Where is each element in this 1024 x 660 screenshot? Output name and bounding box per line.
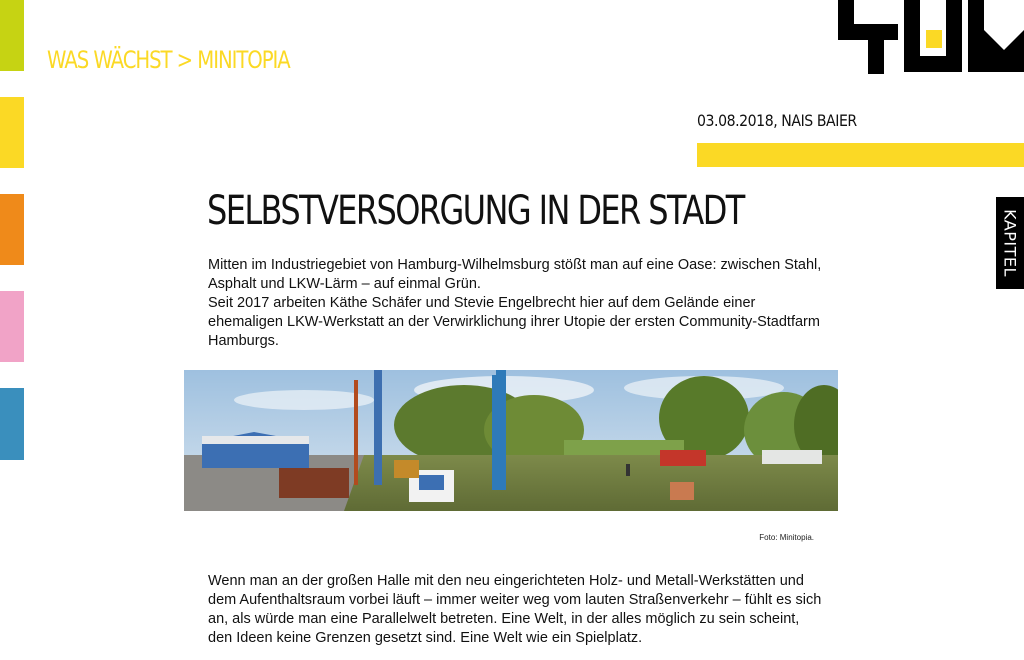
accent-bar bbox=[697, 143, 1024, 167]
photo-caption: Foto: Minitopia. bbox=[759, 533, 814, 542]
body-paragraph: Wenn man an der großen Halle mit den neu eingerichteten Holz- und Metall-Werkstätten und dem Aufenthaltsraum vorbei läuft – immer weiter weg vom lauten Straßenverkehr – fühlt es sich an, als würde man eine Parallelwelt betreten. Eine Welt, in der alles möglich zu sein scheint, den Ideen keine Grenzen gesetzt sind. Eine Welt wie ein Spielplatz. bbox=[208, 573, 822, 646]
side-bar-green[interactable] bbox=[0, 0, 24, 71]
intro-paragraph: Mitten im Industriegebiet von Hamburg-Wilhelmsburg stößt man auf eine Oase: zwischen Stahl, Asphalt und LKW-Lärm – auf einmal Grün. bbox=[208, 257, 822, 292]
intro-paragraph: Seit 2017 arbeiten Käthe Schäfer und Stevie Engelbrecht hier auf dem Gelände einer ehemaligen LKW-Werkstatt an der Verwirklichung ihrer Utopie der ersten Community-Stadtfarm Hamburgs. bbox=[208, 295, 820, 349]
side-bar-orange[interactable] bbox=[0, 194, 24, 265]
brand-logo-icon[interactable] bbox=[838, 0, 1024, 78]
side-bar-yellow[interactable] bbox=[0, 97, 24, 168]
article-body bbox=[208, 572, 823, 648]
article-photo bbox=[184, 370, 838, 511]
chapter-tab-label: KAPITEL bbox=[1000, 209, 1020, 277]
side-bar-pink[interactable] bbox=[0, 291, 24, 362]
side-bar-blue[interactable] bbox=[0, 388, 24, 460]
article-title: SELBSTVERSORGUNG IN DER STADT bbox=[207, 188, 744, 234]
breadcrumb[interactable]: WAS WÄCHST > MINITOPIA bbox=[47, 46, 290, 74]
article-meta: 03.08.2018, NAIS BAIER bbox=[697, 111, 857, 130]
chapter-tab[interactable] bbox=[996, 197, 1024, 289]
article-intro bbox=[208, 256, 823, 351]
